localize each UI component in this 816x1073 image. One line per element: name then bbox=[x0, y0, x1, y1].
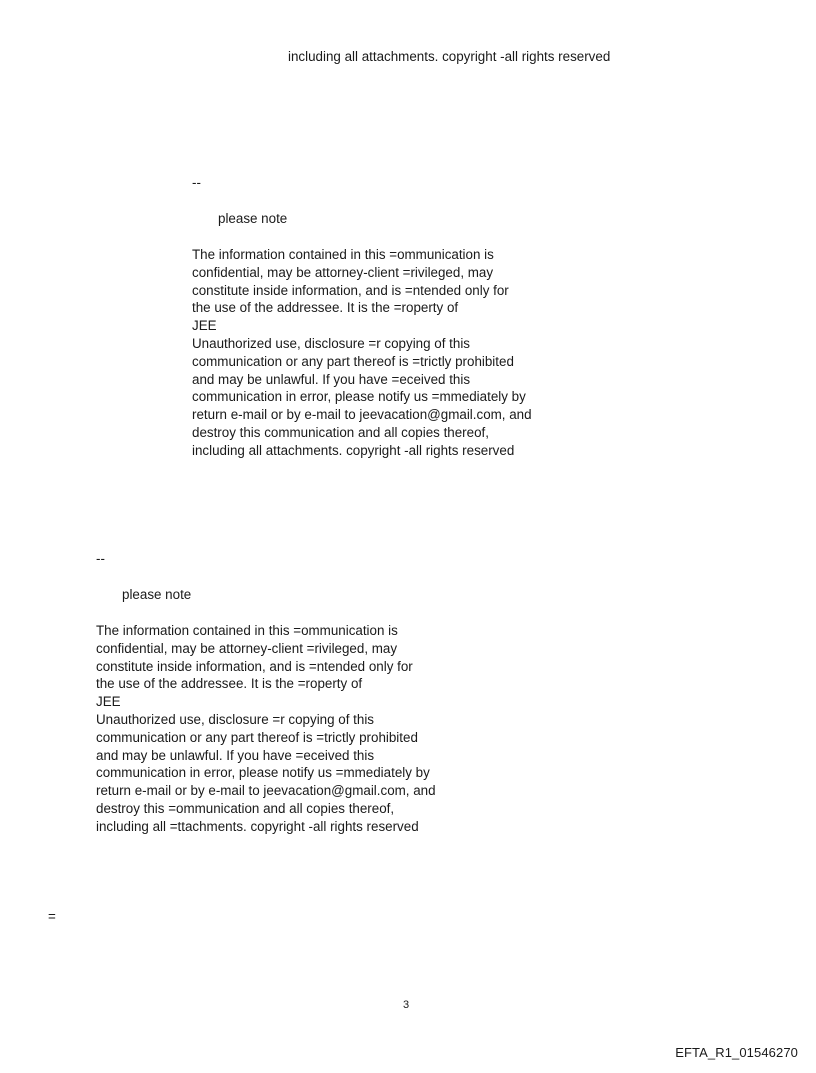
outer-line: JEE bbox=[96, 694, 121, 710]
outer-line: confidential, may be attorney-client =rivileged, may bbox=[96, 640, 398, 656]
inner-line: Unauthorized use, disclosure =r copying of this bbox=[192, 335, 471, 351]
inner-line: confidential, may be attorney-client =rivileged, may bbox=[192, 264, 494, 280]
inner-line: destroy this communication and all copies thereof, bbox=[192, 424, 489, 440]
outer-line: constitute inside information, and is =ntended only for bbox=[96, 658, 413, 674]
inner-line: and may be unlawful. If you have =eceived this bbox=[192, 371, 471, 387]
trailing-mark: = bbox=[48, 909, 56, 924]
inner-line: The information contained in this =ommunication is bbox=[192, 247, 494, 262]
inner-line: including all attachments. copyright -all rights reserved bbox=[192, 442, 515, 458]
outer-line: and may be unlawful. If you have =eceived this bbox=[96, 747, 375, 763]
inner-disclaimer-body bbox=[192, 246, 532, 460]
outer-line: Unauthorized use, disclosure =r copying of this bbox=[96, 711, 375, 727]
inner-line: the use of the addressee. It is the =roperty of bbox=[192, 300, 459, 316]
outer-line: communication in error, please notify us =mmediately by bbox=[96, 765, 430, 781]
outer-line: the use of the addressee. It is the =roperty of bbox=[96, 676, 363, 692]
inner-line: communication or any part thereof is =trictly prohibited bbox=[192, 353, 514, 369]
inner-line: JEE bbox=[192, 318, 217, 334]
top-continuation-text: including all attachments. copyright -all rights reserved bbox=[288, 49, 611, 64]
outer-line: including all =ttachments. copyright -all rights reserved bbox=[96, 818, 419, 834]
page-number: 3 bbox=[403, 999, 410, 1011]
outer-heading: please note bbox=[122, 587, 192, 602]
inner-separator: -- bbox=[192, 175, 201, 190]
outer-disclaimer-body bbox=[96, 622, 436, 836]
outer-line: destroy this =ommunication and all copies thereof, bbox=[96, 800, 395, 816]
inner-heading: please note bbox=[218, 211, 288, 226]
inner-line: constitute inside information, and is =ntended only for bbox=[192, 282, 509, 298]
bates-number: EFTA_R1_01546270 bbox=[675, 1045, 798, 1060]
outer-line: return e-mail or by e-mail to jeevacation@gmail.com, and bbox=[96, 783, 436, 799]
outer-line: communication or any part thereof is =trictly prohibited bbox=[96, 729, 418, 745]
inner-line: return e-mail or by e-mail to jeevacation@gmail.com, and bbox=[192, 407, 532, 423]
outer-separator: -- bbox=[96, 551, 105, 566]
inner-line: communication in error, please notify us =mmediately by bbox=[192, 389, 526, 405]
outer-line: The information contained in this =ommunication is bbox=[96, 623, 398, 638]
